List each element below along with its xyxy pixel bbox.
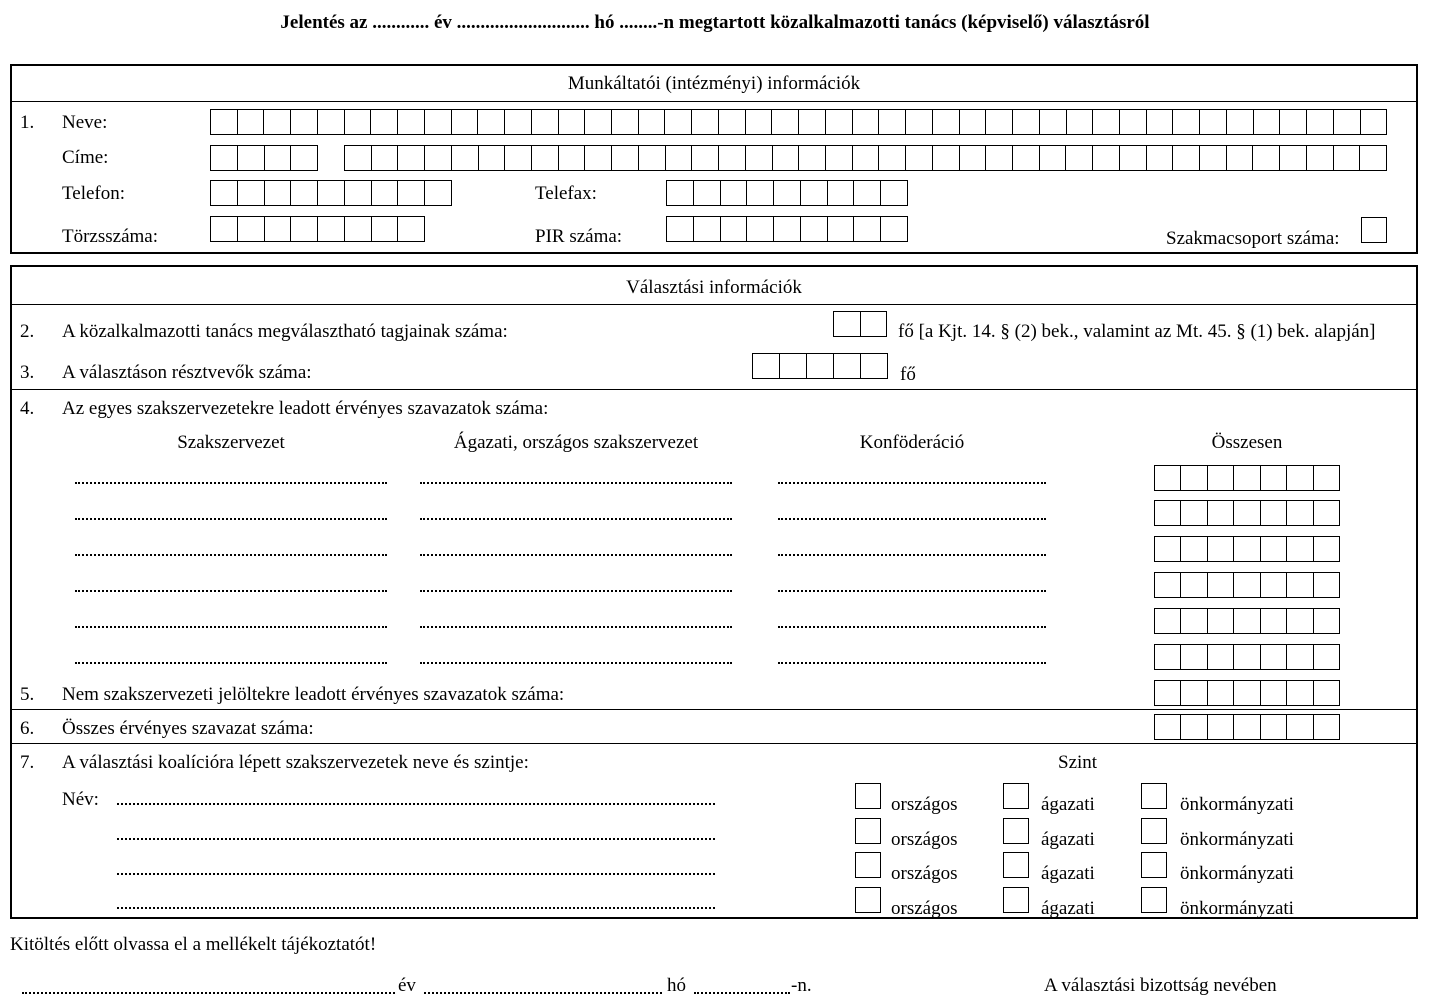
employer-name-label: Neve: xyxy=(62,112,108,133)
level-sector-checkbox[interactable] xyxy=(1003,887,1029,913)
sector-union-line[interactable] xyxy=(420,482,732,484)
total-votes-field[interactable] xyxy=(1154,465,1340,491)
level-sector-label: ágazati xyxy=(1041,794,1095,815)
divider xyxy=(10,389,1418,390)
employer-address-field[interactable] xyxy=(344,145,1387,171)
divider xyxy=(10,304,1418,305)
committee-signature-label: A választási bizottság nevében xyxy=(1044,975,1277,996)
union-name-line[interactable] xyxy=(75,626,387,628)
occupational-group-label: Szakmacsoport száma: xyxy=(1166,228,1340,249)
pir-number-label: PIR száma: xyxy=(535,226,623,247)
level-local-label: önkormányzati xyxy=(1180,829,1294,850)
employer-name-field[interactable] xyxy=(210,109,1387,135)
union-name-line[interactable] xyxy=(75,518,387,520)
non-union-votes-label: Nem szakszervezeti jelöltekre leadott érvényes szavazatok száma: xyxy=(62,684,565,705)
participants-label: A választáson résztvevők száma: xyxy=(62,362,312,383)
phone-field[interactable] xyxy=(210,180,452,206)
sector-union-line[interactable] xyxy=(420,662,732,664)
union-name-line[interactable] xyxy=(75,554,387,556)
row-number: 6. xyxy=(20,718,35,739)
sector-union-line[interactable] xyxy=(420,626,732,628)
level-local-checkbox[interactable] xyxy=(1141,852,1167,878)
level-local-checkbox[interactable] xyxy=(1141,783,1167,809)
date-month-label: hó xyxy=(667,975,686,996)
level-sector-label: ágazati xyxy=(1041,898,1095,919)
date-month-line[interactable] xyxy=(424,992,662,994)
confederation-line[interactable] xyxy=(778,662,1046,664)
divider xyxy=(10,743,1418,744)
employer-info-header: Munkáltatói (intézményi) információk xyxy=(567,73,861,94)
col-header-total: Összesen xyxy=(1211,432,1283,453)
union-name-line[interactable] xyxy=(75,662,387,664)
coalition-name-line[interactable] xyxy=(117,803,715,805)
confederation-line[interactable] xyxy=(778,482,1046,484)
page-title: Jelentés az ............ év ............................ hó ........-n megtartott közalkalmazotti tanács (képviselő) választásról xyxy=(280,12,1150,33)
confederation-line[interactable] xyxy=(778,554,1046,556)
row-number: 5. xyxy=(20,684,35,705)
level-national-label: országos xyxy=(891,829,958,850)
fax-label: Telefax: xyxy=(535,183,597,204)
row-number: 1. xyxy=(20,112,35,133)
date-year-label: év xyxy=(398,975,416,996)
place-line[interactable] xyxy=(22,992,395,994)
col-header-union: Szakszervezet xyxy=(177,432,285,453)
coalition-name-line[interactable] xyxy=(117,873,715,875)
instruction-note: Kitöltés előtt olvassa el a mellékelt tájékoztatót! xyxy=(10,934,377,955)
row-number: 4. xyxy=(20,398,35,419)
level-local-label: önkormányzati xyxy=(1180,863,1294,884)
level-sector-label: ágazati xyxy=(1041,829,1095,850)
row-number: 2. xyxy=(20,321,35,342)
level-local-label: önkormányzati xyxy=(1180,794,1294,815)
total-valid-votes-field[interactable] xyxy=(1154,714,1340,740)
date-day-label: -n. xyxy=(791,975,812,996)
row-number: 7. xyxy=(20,752,35,773)
union-votes-label: Az egyes szakszervezetekre leadott érvényes szavazatok száma: xyxy=(62,398,549,419)
row-number: 3. xyxy=(20,362,35,383)
level-national-label: országos xyxy=(891,794,958,815)
total-votes-field[interactable] xyxy=(1154,500,1340,526)
registry-number-field[interactable] xyxy=(210,216,425,242)
col-header-confederation: Konföderáció xyxy=(859,432,965,453)
election-info-header: Választási információk xyxy=(626,277,802,298)
total-valid-votes-label: Összes érvényes szavazat száma: xyxy=(62,718,314,739)
registry-number-label: Törzsszáma: xyxy=(62,226,159,247)
confederation-line[interactable] xyxy=(778,518,1046,520)
phone-label: Telefon: xyxy=(62,183,126,204)
total-votes-field[interactable] xyxy=(1154,572,1340,598)
total-votes-field[interactable] xyxy=(1154,608,1340,634)
divider xyxy=(10,709,1418,710)
confederation-line[interactable] xyxy=(778,626,1046,628)
sector-union-line[interactable] xyxy=(420,554,732,556)
participants-field[interactable] xyxy=(752,353,888,379)
occupational-group-field[interactable] xyxy=(1361,217,1387,243)
level-sector-checkbox[interactable] xyxy=(1003,783,1029,809)
level-local-checkbox[interactable] xyxy=(1141,887,1167,913)
electable-members-label: A közalkalmazotti tanács megválasztható tagjainak száma: xyxy=(62,321,508,342)
total-votes-field[interactable] xyxy=(1154,644,1340,670)
sector-union-line[interactable] xyxy=(420,590,732,592)
total-votes-field[interactable] xyxy=(1154,536,1340,562)
divider xyxy=(10,101,1418,102)
date-day-line[interactable] xyxy=(694,992,790,994)
level-national-checkbox[interactable] xyxy=(855,887,881,913)
fax-field[interactable] xyxy=(666,180,908,206)
level-header: Szint xyxy=(1058,752,1098,773)
coalition-name-line[interactable] xyxy=(117,838,715,840)
level-national-checkbox[interactable] xyxy=(855,852,881,878)
coalition-label: A választási koalícióra lépett szakszervezetek neve és szintje: xyxy=(62,752,529,773)
level-sector-checkbox[interactable] xyxy=(1003,818,1029,844)
union-name-line[interactable] xyxy=(75,590,387,592)
confederation-line[interactable] xyxy=(778,590,1046,592)
electable-members-suffix: fő [a Kjt. 14. § (2) bek., valamint az Mt. 45. § (1) bek. alapján] xyxy=(898,321,1376,342)
union-name-line[interactable] xyxy=(75,482,387,484)
sector-union-line[interactable] xyxy=(420,518,732,520)
postal-code-field[interactable] xyxy=(210,145,318,171)
electable-members-field[interactable] xyxy=(833,311,887,337)
col-header-sector-union: Ágazati, országos szakszervezet xyxy=(453,432,699,453)
non-union-votes-field[interactable] xyxy=(1154,680,1340,706)
employer-address-label: Címe: xyxy=(62,147,109,168)
level-sector-label: ágazati xyxy=(1041,863,1095,884)
level-sector-checkbox[interactable] xyxy=(1003,852,1029,878)
level-local-checkbox[interactable] xyxy=(1141,818,1167,844)
coalition-name-line[interactable] xyxy=(117,907,715,909)
level-national-label: országos xyxy=(891,898,958,919)
level-national-checkbox[interactable] xyxy=(855,783,881,809)
level-national-checkbox[interactable] xyxy=(855,818,881,844)
participants-suffix: fő xyxy=(900,364,916,385)
pir-number-field[interactable] xyxy=(666,216,908,242)
coalition-name-label: Név: xyxy=(62,789,99,810)
level-national-label: országos xyxy=(891,863,958,884)
level-local-label: önkormányzati xyxy=(1180,898,1294,919)
